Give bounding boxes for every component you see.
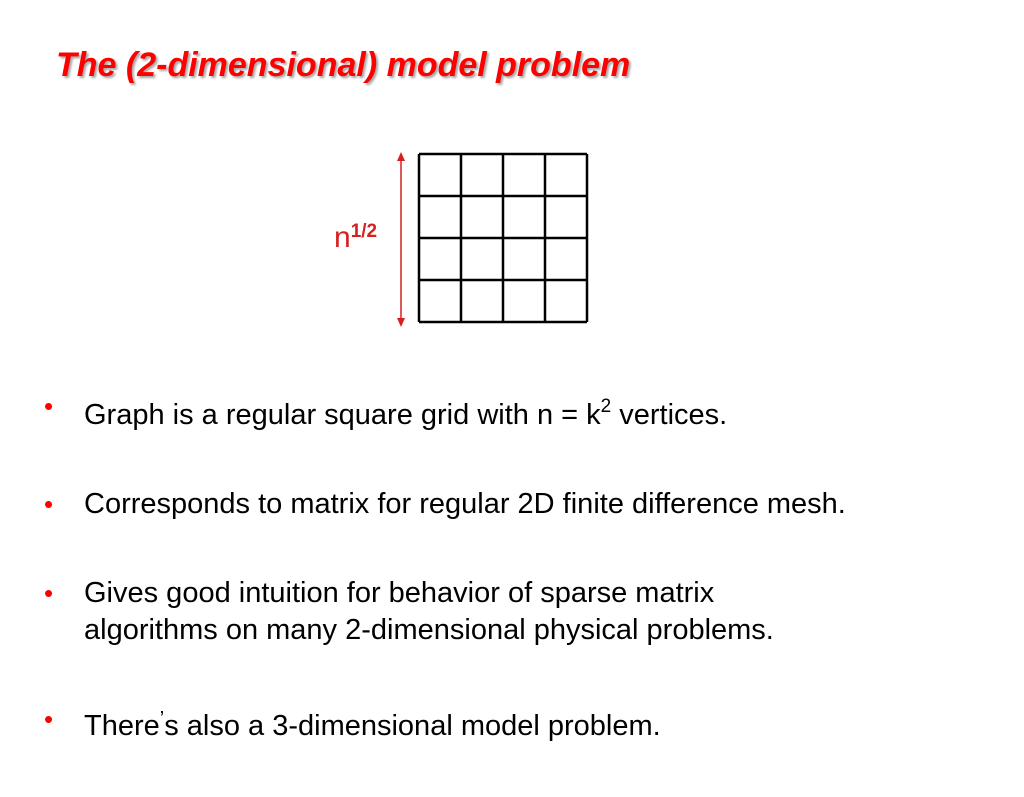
- bullet-list: [40, 388, 1000, 797]
- slide-title: The (2-dimensional) model problem: [56, 46, 631, 84]
- bullet-text: Corresponds to matrix for regular 2D finite difference mesh.: [84, 488, 846, 520]
- bullet-marker: •: [44, 578, 54, 608]
- dimension-arrow-head-top: [397, 152, 405, 161]
- bullet-text: There: [84, 710, 160, 742]
- grid-label-exponent: 1/2: [350, 221, 378, 242]
- bullet-text-tail: vertices.: [611, 399, 728, 431]
- bullet-apostrophe: ’: [159, 708, 165, 730]
- grid-dimension-label: [334, 222, 377, 253]
- bullet-marker: •: [44, 391, 54, 421]
- bullet-item: [40, 486, 1000, 523]
- bullet-text: Graph is a regular square grid with n = k: [84, 399, 601, 431]
- grid-lines: [419, 154, 587, 322]
- bullet-item: [40, 701, 1000, 745]
- dimension-arrow-head-bottom: [397, 318, 405, 327]
- bullet-marker: •: [44, 704, 54, 734]
- grid-label-base: n: [334, 221, 351, 254]
- bullet-text-line-2: algorithms on many 2-dimensional physical problems.: [84, 614, 774, 646]
- bullet-item: [40, 575, 1000, 649]
- bullet-text-tail: s also a 3-dimensional model problem.: [164, 710, 661, 742]
- bullet-item: [40, 388, 1000, 434]
- bullet-superscript: 2: [600, 396, 612, 417]
- grid-diagram: [320, 140, 610, 340]
- bullet-text-line-1: Gives good intuition for behavior of sparse matrix: [84, 577, 715, 609]
- bullet-marker: •: [44, 489, 54, 519]
